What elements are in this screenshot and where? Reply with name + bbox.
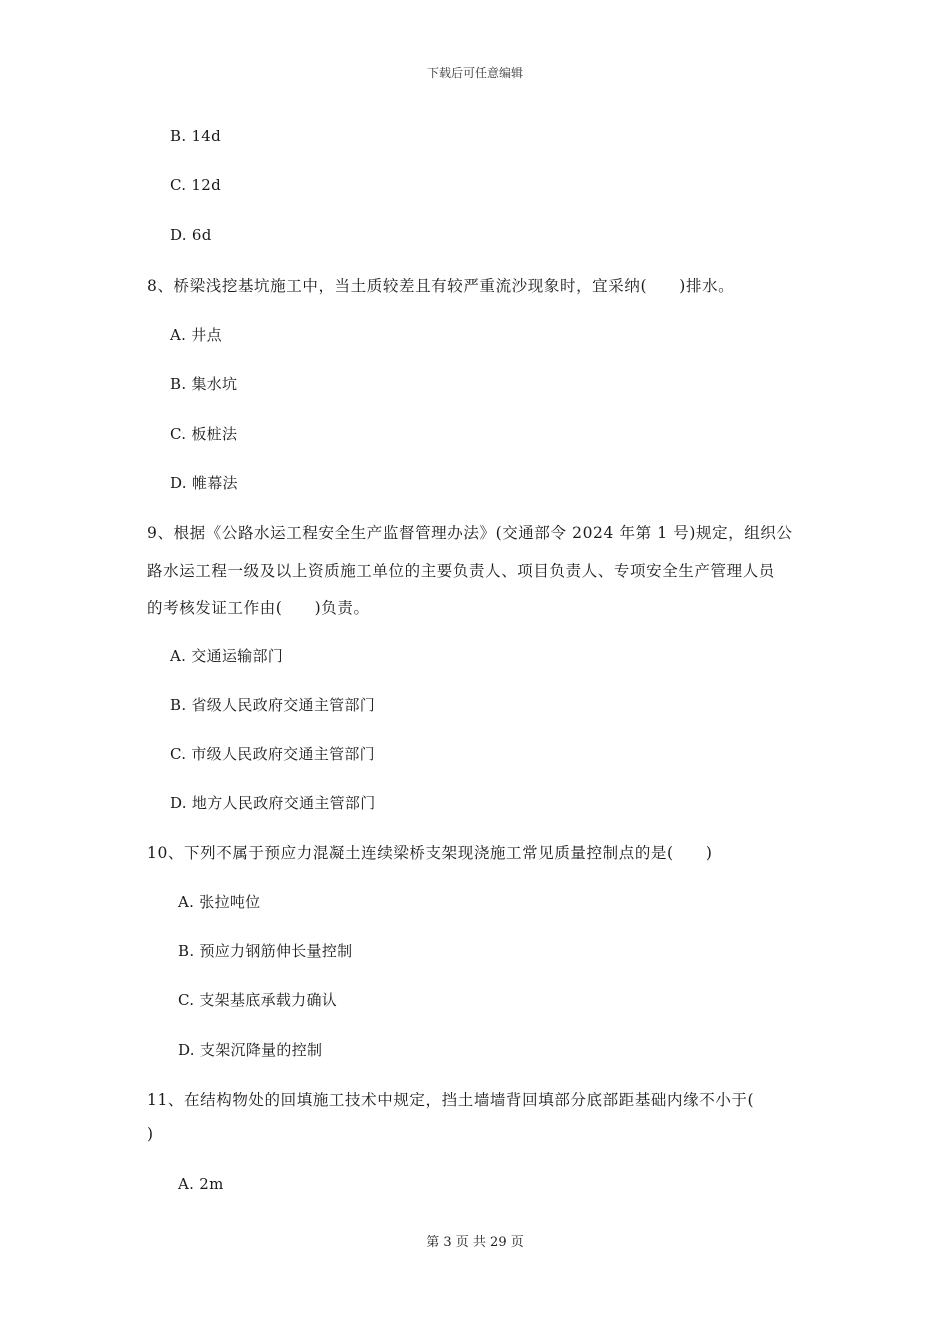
- q7-option-b: B. 14d: [170, 127, 222, 145]
- q9-stem-line-3: 的考核发证工作由( )负责。: [147, 599, 370, 617]
- q10-stem: 10、下列不属于预应力混凝土连续梁桥支架现浇施工常见质量控制点的是( ): [147, 844, 713, 862]
- page-header: 下载后可任意编辑: [426, 66, 523, 80]
- q9-stem-line-1: 9、根据《公路水运工程安全生产监督管理办法》(交通部令 2024 年第 1 号)规定，组织公: [147, 524, 793, 542]
- q8-option-a: A. 井点: [170, 326, 222, 344]
- q8-option-d: D. 帷幕法: [170, 474, 238, 492]
- q10-option-c: C. 支架基底承载力确认: [178, 991, 338, 1009]
- q9-option-c: C. 市级人民政府交通主管部门: [170, 745, 375, 763]
- q8-option-c: C. 板桩法: [170, 425, 238, 443]
- q11-stem-line-1: 11、在结构物处的回填施工技术中规定，挡土墙墙背回填部分底部距基础内缘不小于(: [147, 1091, 755, 1109]
- q9-option-a: A. 交通运输部门: [170, 647, 284, 665]
- q11-stem-line-2: ): [147, 1125, 154, 1143]
- q10-option-a: A. 张拉吨位: [178, 893, 261, 911]
- q9-stem-line-2: 路水运工程一级及以上资质施工单位的主要负责人、项目负责人、专项安全生产管理人员: [147, 562, 775, 580]
- q9-option-b: B. 省级人民政府交通主管部门: [170, 696, 376, 714]
- page-footer: 第 3 页 共 29 页: [426, 1235, 524, 1250]
- q8-stem: 8、桥梁浅挖基坑施工中，当土质较差且有较严重流沙现象时，宜采纳( )排水。: [147, 277, 735, 295]
- q7-option-c: C. 12d: [170, 176, 221, 194]
- q9-option-d: D. 地方人民政府交通主管部门: [170, 794, 376, 812]
- q10-option-d: D. 支架沉降量的控制: [178, 1041, 323, 1059]
- q10-option-b: B. 预应力钢筋伸长量控制: [178, 942, 353, 960]
- q8-option-b: B. 集水坑: [170, 375, 238, 393]
- q7-option-d: D. 6d: [170, 226, 212, 244]
- q11-option-a: A. 2m: [178, 1175, 224, 1193]
